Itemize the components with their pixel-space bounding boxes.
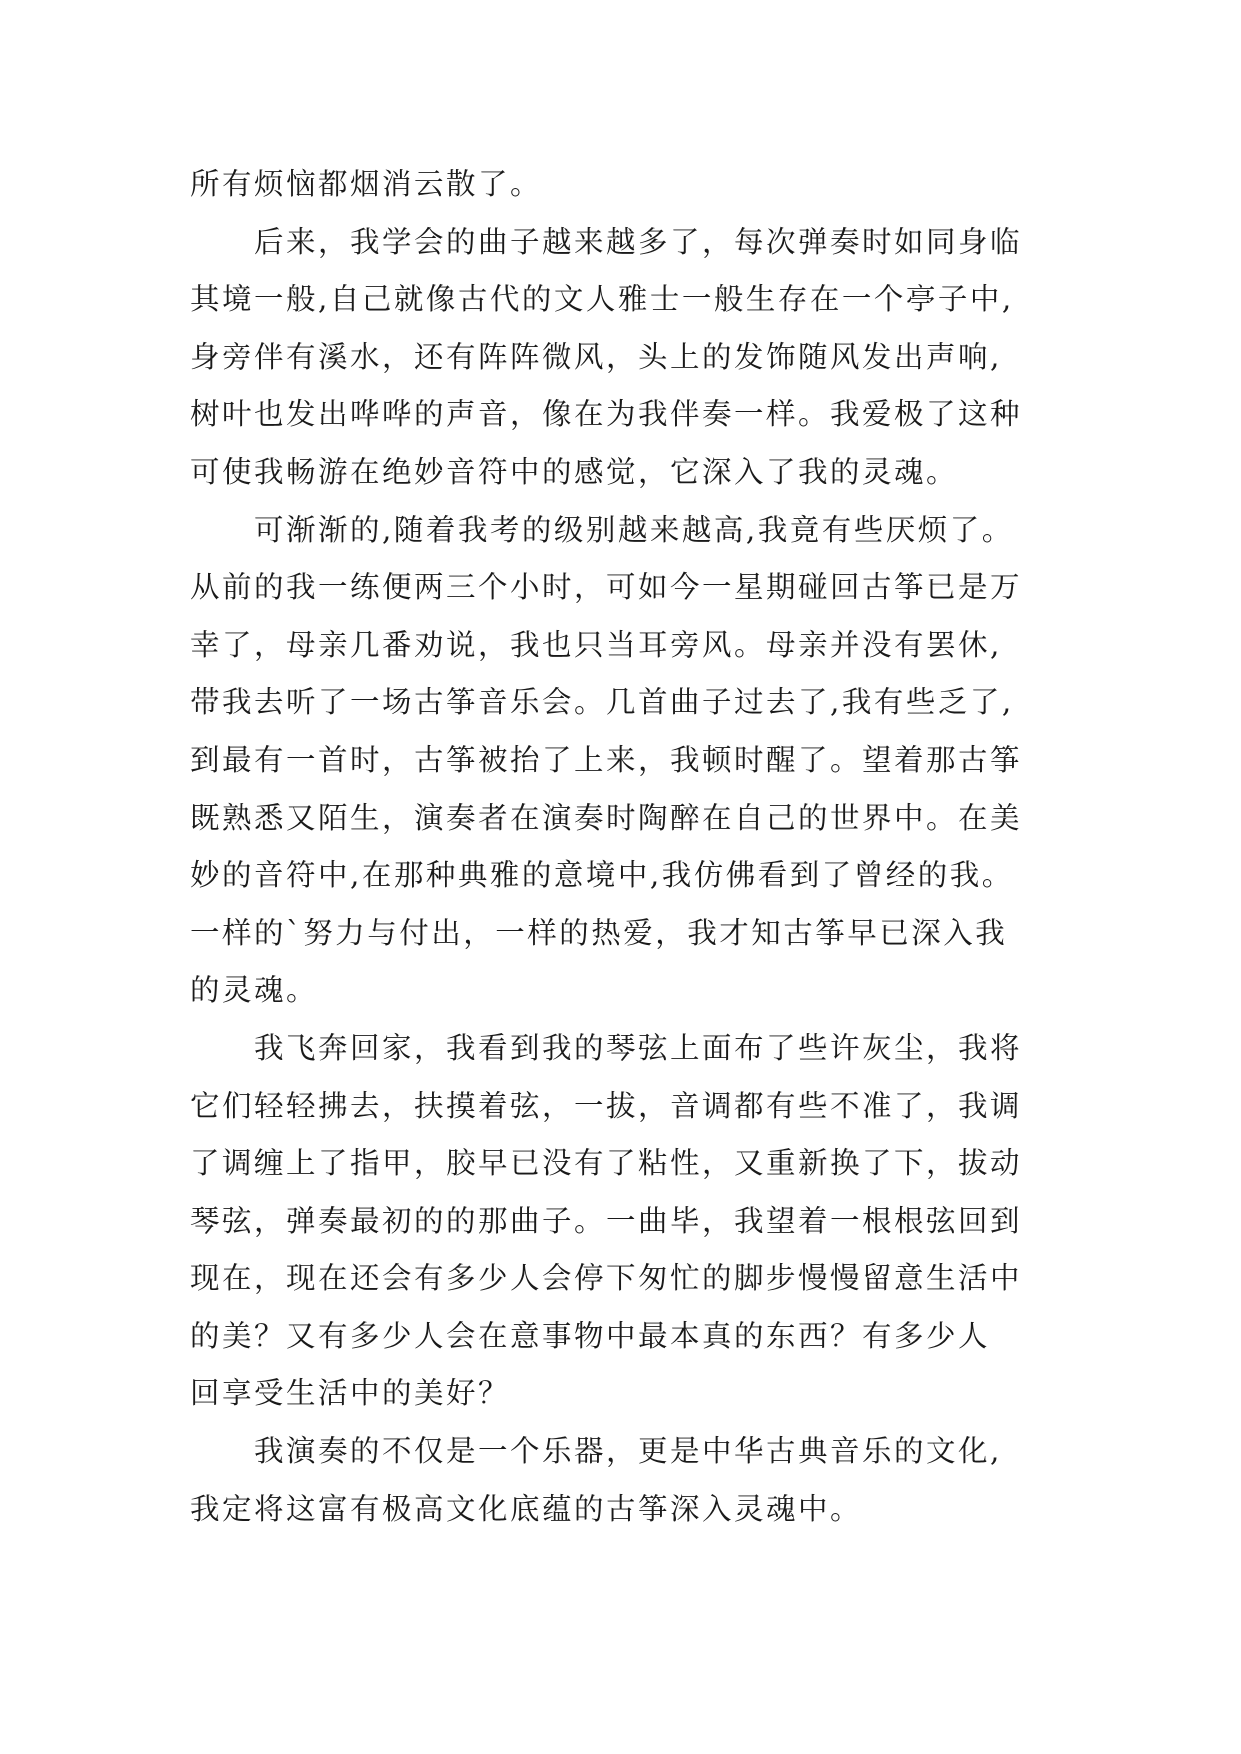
text-line: 其境一般,自己就像古代的文人雅士一般生存在一个亭子中, [190,282,1014,317]
text-line: 我飞奔回家，我看到我的琴弦上面布了些许灰尘，我将 [190,1030,1023,1065]
text-line: 可渐渐的,随着我考的级别越来越高,我竟有些厌烦了。 [190,512,1014,547]
text-line: 带我去听了一场古筝音乐会。几首曲子过去了,我有些乏了, [190,685,1014,720]
text-line: 后来，我学会的曲子越来越多了，每次弹奏时如同身临 [190,224,1023,259]
text-line: 我定将这富有极高文化底蕴的古筝深入灵魂中。 [190,1491,863,1526]
text-line: 现在，现在还会有多少人会停下匆忙的脚步慢慢留意生活中 [190,1261,1023,1296]
text-line: 的灵魂。 [190,973,319,1008]
text-line: 琴弦，弹奏最初的的那曲子。一曲毕，我望着一根根弦回到 [190,1203,1023,1238]
text-line: 既熟悉又陌生，演奏者在演奏时陶醉在自己的世界中。在美 [190,800,1023,835]
text-line: 到最有一首时，古筝被抬了上来，我顿时醒了。望着那古筝 [190,742,1023,777]
text-line: 它们轻轻拂去，扶摸着弦，一拔，音调都有些不准了，我调 [190,1088,1023,1123]
text-line: 妙的音符中,在那种典雅的意境中,我仿佛看到了曾经的我。 [190,858,1014,893]
text-line: 从前的我一练便两三个小时，可如今一星期碰回古筝已是万 [190,570,1023,605]
text-line: 树叶也发出哗哗的声音，像在为我伴奏一样。我爱极了这种 [190,397,1023,432]
text-line: 身旁伴有溪水，还有阵阵微风，头上的发饰随风发出声响, [190,339,1002,374]
essay-body [190,156,1090,1538]
text-line: 的美？又有多少人会在意事物中最本真的东西？有多少人 [190,1318,991,1353]
text-line: 回享受生活中的美好？ [190,1376,511,1411]
text-line: 所有烦恼都烟消云散了。 [190,167,543,201]
text-line: 我演奏的不仅是一个乐器，更是中华古典音乐的文化, [190,1434,1002,1469]
text-line: 一样的`努力与付出，一样的热爱，我才知古筝早已深入我 [190,915,1008,950]
text-line: 幸了，母亲几番劝说，我也只当耳旁风。母亲并没有罢休, [190,627,1002,662]
text-line: 了调缠上了指甲，胶早已没有了粘性，又重新换了下，拔动 [190,1146,1023,1181]
text-line: 可使我畅游在绝妙音符中的感觉，它深入了我的灵魂。 [190,454,959,489]
